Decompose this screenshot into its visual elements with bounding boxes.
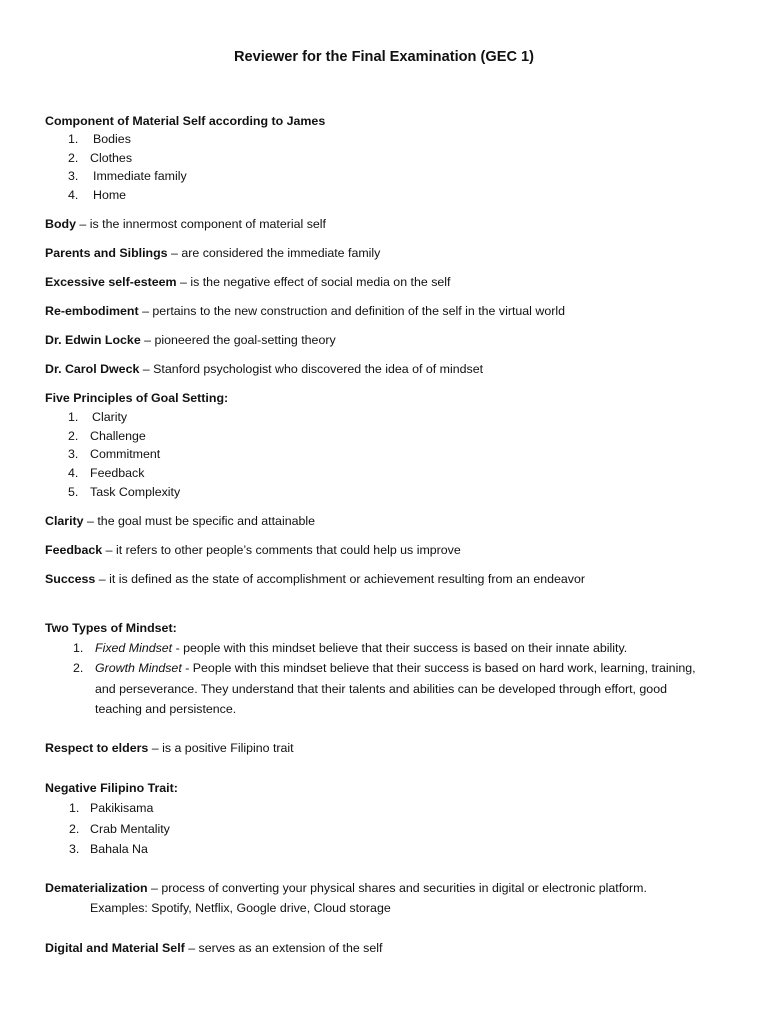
material-self-heading: Component of Material Self according to James: [45, 114, 326, 128]
definition-term: Feedback: [45, 543, 103, 557]
list-item: [68, 408, 128, 426]
definition-self-esteem: [45, 273, 451, 291]
definition-term: Success: [45, 572, 96, 586]
definition-term: Dr. Carol Dweck: [45, 362, 140, 376]
definition-text: – it refers to other people’s comments that could help us improve: [102, 543, 461, 557]
definition-term: Parents and Siblings: [45, 246, 168, 260]
list-item: [68, 186, 127, 204]
list-item: [68, 464, 145, 482]
list-number: 3.: [69, 842, 80, 856]
definition-locke: [45, 331, 336, 349]
definition-text: – it is defined as the state of accomplishment or achievement resulting from an endeavor: [95, 572, 585, 586]
list-text: [95, 639, 627, 657]
list-text: Crab Mentality: [90, 822, 170, 836]
definition-text: – process of converting your physical shares and securities in digital or electronic platform.: [147, 881, 647, 895]
list-text: Pakikisama: [90, 801, 154, 815]
list-text: Feedback: [90, 466, 145, 480]
definition-dweck: [45, 360, 483, 378]
list-text: Commitment: [90, 447, 161, 461]
list-item: [68, 427, 146, 445]
list-number: 2.: [73, 661, 84, 675]
list-text: Home: [93, 188, 127, 202]
list-number: 2.: [68, 429, 79, 443]
goal-setting-heading: Five Principles of Goal Setting:: [45, 391, 229, 405]
definition-term: Body: [45, 217, 76, 231]
mindset-term: Growth Mindset: [95, 661, 182, 675]
mindset-term: Fixed Mindset: [95, 641, 173, 655]
definition-re-embodiment: [45, 302, 565, 320]
mindset-definition-continued: teaching and persistence.: [95, 702, 237, 716]
list-number: 4.: [68, 188, 79, 202]
definition-text: – is the innermost component of material self: [75, 217, 326, 231]
definition-text: – pioneered the goal-setting theory: [140, 333, 336, 347]
list-number: 2.: [68, 151, 79, 165]
definition-text: – are considered the immediate family: [167, 246, 381, 260]
definition-text: – serves as an extension of the self: [184, 941, 383, 955]
list-number: 1.: [68, 132, 79, 146]
list-number: 4.: [68, 466, 79, 480]
definition-text: – is a positive Filipino trait: [148, 741, 294, 755]
definition-term: Clarity: [45, 514, 84, 528]
definition-term: Re-embodiment: [45, 304, 139, 318]
list-text: Immediate family: [93, 169, 187, 183]
definition-term: Digital and Material Self: [45, 941, 185, 955]
list-item: [68, 483, 181, 501]
mindset-definition: - People with this mindset believe that their success is based on hard work, learning, training,: [181, 661, 696, 675]
negative-trait-heading: Negative Filipino Trait:: [45, 781, 178, 795]
list-number: 2.: [69, 822, 80, 836]
definition-success: [45, 570, 585, 588]
definition-term: Dematerialization: [45, 881, 148, 895]
definition-respect: [45, 739, 294, 757]
dematerialization-examples: Examples: Spotify, Netflix, Google drive, Cloud storage: [90, 901, 391, 915]
mindset-definition-continued: and perseverance. They understand that their talents and abilities can be developed through effort, good: [95, 682, 667, 696]
list-number: 3.: [68, 447, 79, 461]
definition-clarity: [45, 512, 315, 530]
list-item: [68, 167, 187, 185]
list-item: [68, 130, 131, 148]
definition-dematerialization: [45, 879, 647, 897]
definition-text: – is the negative effect of social media on the self: [176, 275, 451, 289]
list-item: [68, 149, 133, 167]
definition-text: – pertains to the new construction and definition of the self in the virtual world: [138, 304, 565, 318]
mindset-heading: Two Types of Mindset:: [45, 621, 177, 635]
list-number: 3.: [68, 169, 79, 183]
list-number: 1.: [69, 801, 80, 815]
list-text: Task Complexity: [90, 485, 181, 499]
list-item: [68, 445, 161, 463]
definition-term: Respect to elders: [45, 741, 149, 755]
list-text: Bahala Na: [90, 842, 148, 856]
definition-text: – the goal must be specific and attainable: [83, 514, 316, 528]
definition-text: – Stanford psychologist who discovered the idea of of mindset: [139, 362, 484, 376]
definition-parents: [45, 244, 380, 262]
definition-term: Dr. Edwin Locke: [45, 333, 141, 347]
definition-term: Excessive self-esteem: [45, 275, 177, 289]
list-text: [95, 659, 696, 677]
list-number: 1.: [68, 410, 79, 424]
definition-digital-self: [45, 939, 382, 957]
definition-feedback: [45, 541, 461, 559]
list-number: 1.: [73, 641, 84, 655]
document-title: Reviewer for the Final Examination (GEC 1): [233, 49, 535, 65]
definition-body: [45, 215, 326, 233]
list-text: Bodies: [93, 132, 131, 146]
list-text: Challenge: [90, 429, 146, 443]
list-number: 5.: [68, 485, 79, 499]
mindset-definition: - people with this mindset believe that their success is based on their innate ability.: [172, 641, 628, 655]
list-text: Clarity: [92, 410, 128, 424]
list-text: Clothes: [90, 151, 133, 165]
